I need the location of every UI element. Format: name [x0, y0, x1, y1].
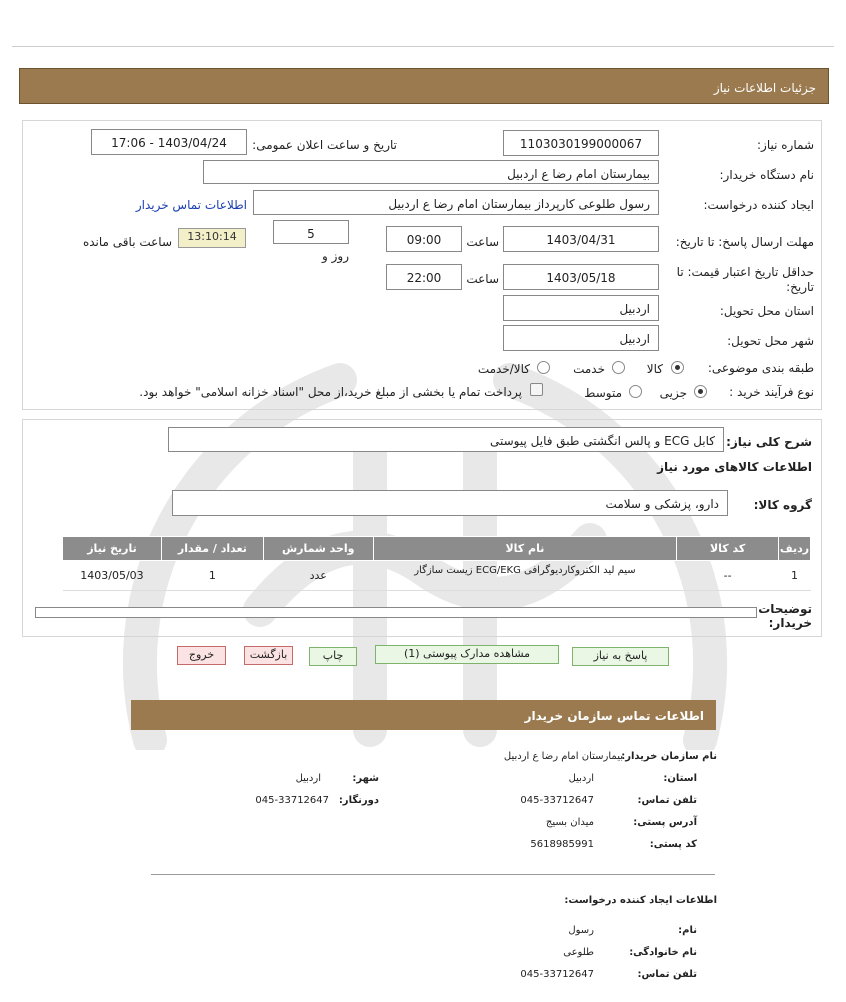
col-name: نام کالا [373, 537, 677, 561]
creator-field: رسول طلوعی کارپرداز بیمارستان امام رضا ع اردبیل [253, 190, 659, 215]
contact-title: اطلاعات تماس سازمان خریدار [524, 709, 704, 723]
contact-phone-value: 045-33712647 [520, 795, 594, 806]
page-header [19, 68, 829, 104]
back-button[interactable]: بازگشت [244, 646, 293, 665]
validity-date-field: 1403/05/18 [503, 264, 659, 290]
goods-info-heading: اطلاعات کالاهای مورد نیاز [657, 460, 812, 474]
purchase-radio-minor[interactable] [694, 385, 707, 398]
creator-family-label: نام خانوادگی: [629, 947, 697, 958]
need-number-label: شماره نیاز: [757, 138, 814, 152]
remaining-label: ساعت باقی مانده [82, 235, 172, 249]
province-label: استان محل تحویل: [719, 304, 814, 318]
table-row [63, 561, 811, 591]
col-date: تاریخ نیاز [63, 537, 162, 561]
days-field: 5 [273, 220, 349, 244]
contact-fax-label: دورنگار: [338, 795, 379, 806]
buyer-notes-field [35, 607, 757, 618]
city-field: اردبیل [503, 325, 659, 351]
col-row: ردیف [779, 537, 811, 561]
days-label: روز و [322, 249, 349, 263]
announce-label: تاریخ و ساعت اعلان عمومی: [252, 138, 397, 152]
contact-address-label: آدرس پستی: [633, 817, 697, 828]
creator-family-value: طلوعی [563, 947, 594, 958]
purchase-type-label: نوع فرآیند خرید : [729, 385, 814, 399]
remaining-timer: 13:10:14 [178, 228, 246, 248]
announce-field: 1403/04/24 - 17:06 [91, 129, 247, 155]
col-unit: واحد شمارش [263, 537, 373, 561]
summary-label: شرح کلی نیاز: [726, 435, 812, 449]
category-option-service: خدمت [573, 362, 605, 376]
reply-button[interactable]: پاسخ به نیاز [572, 647, 669, 666]
contact-postal-value: 5618985991 [530, 839, 594, 850]
contact-header [131, 700, 716, 730]
validity-time-label: ساعت [466, 272, 499, 286]
category-option-goods: کالا [646, 362, 663, 376]
buyer-contact-link[interactable]: اطلاعات تماس خریدار [135, 198, 247, 212]
province-field: اردبیل [503, 295, 659, 321]
summary-field: کابل ECG و پالس انگشتی طبق فایل پیوستی [168, 427, 724, 452]
creator-label: ایجاد کننده درخواست: [703, 198, 814, 212]
goods-group-field: دارو، پزشکی و سلامت [172, 490, 728, 516]
print-button[interactable]: چاپ [309, 647, 357, 666]
purchase-option-medium: متوسط [584, 386, 622, 400]
contact-province-label: استان: [663, 773, 697, 784]
category-radio-goods-service[interactable] [537, 361, 550, 374]
goods-group-label: گروه کالا: [753, 498, 812, 512]
cell-date: 1403/05/03 [63, 561, 162, 591]
creator-info-title: اطلاعات ایجاد کننده درخواست: [564, 895, 717, 906]
deadline-time-field: 09:00 [386, 226, 462, 252]
validity-time-field: 22:00 [386, 264, 462, 290]
category-radio-goods[interactable] [671, 361, 684, 374]
category-label: طبقه بندی موضوعی: [707, 361, 814, 375]
attachments-button[interactable]: مشاهده مدارک پیوستی (1) [375, 645, 559, 664]
contact-org-label: نام سازمان خریدار: [621, 751, 717, 762]
buyer-notes-label: توضیحات خریدار: [758, 602, 812, 630]
contact-city-value: اردبیل [295, 773, 321, 784]
contact-address-value: میدان بسیج [545, 817, 594, 828]
category-option-goods-service: کالا/خدمت [477, 362, 530, 376]
deadline-date-field: 1403/04/31 [503, 226, 659, 252]
purchase-option-minor: جزیی [659, 386, 687, 400]
buyer-org-label: نام دستگاه خریدار: [719, 168, 814, 182]
contact-phone-label: تلفن تماس: [637, 795, 697, 806]
contact-org-value: بیمارستان امام رضا ع اردبیل [503, 751, 623, 762]
cell-qty: 1 [161, 561, 263, 591]
category-radio-service[interactable] [612, 361, 625, 374]
contact-postal-label: کد پستی: [649, 839, 697, 850]
buyer-org-field: بیمارستان امام رضا ع اردبیل [203, 160, 659, 184]
goods-table-header [63, 537, 811, 561]
col-code: کد کالا [677, 537, 779, 561]
cell-row: 1 [779, 561, 811, 591]
deadline-label: مهلت ارسال پاسخ: تا تاریخ: [675, 235, 814, 249]
purchase-radio-medium[interactable] [629, 385, 642, 398]
col-qty: تعداد / مقدار [161, 537, 263, 561]
city-label: شهر محل تحویل: [727, 334, 814, 348]
contact-fax-value: 045-33712647 [255, 795, 329, 806]
creator-phone-label: تلفن تماس: [637, 969, 697, 980]
cell-code: -- [677, 561, 779, 591]
top-divider [12, 46, 834, 47]
goods-table [62, 536, 811, 591]
cell-unit: عدد [263, 561, 373, 591]
contact-city-label: شهر: [352, 773, 379, 784]
validity-label: حداقل تاریخ اعتبار قیمت: تا تاریخ: [676, 265, 814, 294]
exit-button[interactable]: خروج [177, 646, 226, 665]
treasury-payment-note: پرداخت تمام یا بخشی از مبلغ خرید،از محل "اسناد خزانه اسلامی" خواهد بود. [139, 385, 522, 399]
treasury-payment-checkbox[interactable] [530, 383, 543, 396]
creator-name-label: نام: [678, 925, 697, 936]
contact-province-value: اردبیل [568, 773, 594, 784]
need-number-field: 1103030199000067 [503, 130, 659, 156]
creator-name-value: رسول [568, 925, 594, 936]
page-title: جزئیات اطلاعات نیاز [713, 81, 816, 95]
cell-name: سیم لید الکتروکاردیوگرافی ECG/EKG زیست سازگار [373, 561, 677, 591]
contact-divider [151, 874, 715, 875]
deadline-time-label: ساعت [466, 235, 499, 249]
creator-phone-value: 045-33712647 [520, 969, 594, 980]
